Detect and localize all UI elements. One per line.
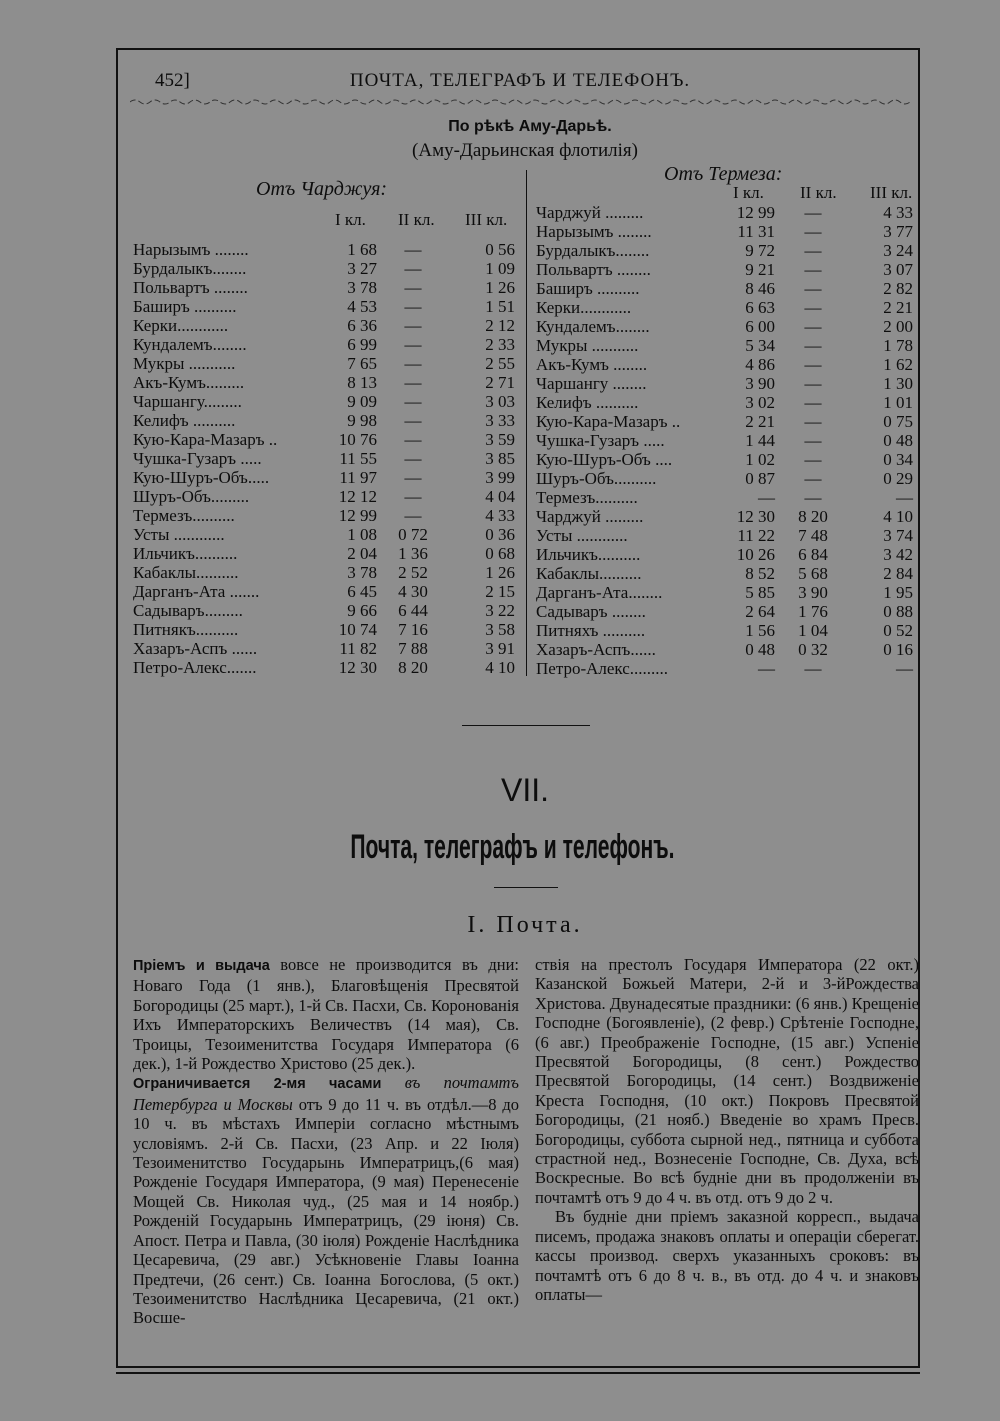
fare-class-3: 0 75 (883, 412, 913, 431)
fare-class-3: 1 95 (883, 583, 913, 602)
fare-class-3: 2 21 (883, 298, 913, 317)
fare-row (133, 392, 515, 411)
station-name: Нарызымъ ........ (536, 222, 652, 241)
fare-class-2: 8 20 (798, 507, 828, 526)
fare-class-1: 0 48 (745, 640, 775, 659)
station-name: Кую-Кара-Мазаръ .. (133, 430, 278, 449)
fare-class-1: 9 98 (347, 411, 377, 430)
fare-class-1: 9 21 (745, 260, 775, 279)
fare-class-1: 0 87 (745, 469, 775, 488)
fare-class-1: 1 44 (745, 431, 775, 450)
fare-row (536, 222, 913, 241)
fare-class-2: 7 16 (398, 620, 428, 639)
fare-row (133, 487, 515, 506)
fare-row (536, 621, 913, 640)
station-name: Термезъ.......... (133, 506, 235, 525)
page-number: 452] (155, 70, 190, 91)
fare-class-2: — (404, 259, 422, 278)
station-name: Баширъ .......... (536, 279, 640, 298)
fare-class-2: — (404, 297, 422, 316)
fare-class-3: 1 30 (883, 374, 913, 393)
fare-class-2: — (804, 336, 822, 355)
station-name: Чарджуй ......... (536, 507, 644, 526)
station-name: Мукры ........... (536, 336, 639, 355)
fare-class-1: 1 56 (745, 621, 775, 640)
fare-class-1: — (758, 488, 775, 507)
left-class-1: I кл. (335, 210, 366, 229)
fare-class-1: 10 76 (338, 430, 377, 449)
station-name: Хазаръ-Аспъ...... (536, 640, 656, 659)
fare-class-2: 3 90 (798, 583, 828, 602)
fare-class-1: 7 65 (347, 354, 377, 373)
fare-class-3: 0 88 (883, 602, 913, 621)
fare-row (133, 620, 515, 639)
fare-row (536, 374, 913, 393)
fare-class-2: 0 72 (398, 525, 428, 544)
fare-class-3: 3 42 (883, 545, 913, 564)
fare-class-1: 8 46 (745, 279, 775, 298)
body-left-column (133, 955, 519, 1328)
fare-row (133, 335, 515, 354)
station-name: Акъ-Кумъ......... (133, 373, 245, 392)
fare-class-3: 0 16 (883, 640, 913, 659)
fare-row (536, 545, 913, 564)
fare-class-1: 6 99 (347, 335, 377, 354)
separator-rule (462, 725, 590, 726)
fare-row (133, 468, 515, 487)
page-frame-bottom-rule (116, 1372, 920, 1374)
paragraph-text: отъ 9 до 11 ч. въ отдѣл.—8 до 10 ч. въ мѣстахъ Имперіи согласно мѣстнымъ условіямъ. 2-й Св. Пасхи, (23 Апр. и 22 Іюля) Тезоименитство Государынь Императрицъ,(6 мая) Рожденіе Государя Императора, (9 мая) Перенесеніе Мощей Св. Николая чуд., (25 мая и 14 ноябр.) Рожденій Государынь Императрицъ, (29 іюня) Св. Апост. Петра и Павла, (30 іюля) Рожденіе Наслѣдника Цесаревича, (29 авг.) Усѣкновеніе Главы Іоанна Предтечи, (26 сент.) Св. Іоанна Богослова, (5 окт.) Тезоименитство Наслѣдника Цесаревича, (21 окт.) Восше- (133, 1094, 519, 1328)
station-name: Кабаклы.......... (133, 563, 239, 582)
fare-class-2: — (804, 260, 822, 279)
fare-class-2: 0 32 (798, 640, 828, 659)
fare-class-2: — (804, 412, 822, 431)
fare-class-3: 3 85 (485, 449, 515, 468)
fare-class-2: — (404, 411, 422, 430)
fare-row (133, 373, 515, 392)
fare-class-3: 0 52 (883, 621, 913, 640)
fare-class-2: — (804, 488, 822, 507)
fare-row (133, 278, 515, 297)
station-name: Шуръ-Объ.......... (536, 469, 657, 488)
right-fare-table (536, 203, 913, 678)
station-name: Кую-Шуръ-Объ..... (133, 468, 270, 487)
fare-class-2: — (404, 316, 422, 335)
fare-class-2: 7 88 (398, 639, 428, 658)
station-name: Петро-Алекс......... (536, 659, 669, 678)
fare-class-2: 5 68 (798, 564, 828, 583)
fare-class-3: 2 84 (883, 564, 913, 583)
fare-class-1: 12 99 (736, 203, 775, 222)
fare-row (536, 412, 913, 431)
fare-class-1: 6 45 (347, 582, 377, 601)
station-name: Чушка-Гузаръ ..... (536, 431, 665, 450)
fare-row (536, 241, 913, 260)
right-class-2: II кл. (800, 183, 837, 202)
fare-row (536, 355, 913, 374)
fare-class-3: 1 78 (883, 336, 913, 355)
fare-class-3: 0 34 (883, 450, 913, 469)
fare-class-3: 2 15 (485, 582, 515, 601)
station-name: Термезъ.......... (536, 488, 638, 507)
fare-class-2: 8 20 (398, 658, 428, 677)
fare-class-2: — (404, 449, 422, 468)
fare-class-2: — (804, 469, 822, 488)
fare-row (536, 469, 913, 488)
fare-class-1: 3 78 (347, 563, 377, 582)
fare-class-2: — (804, 317, 822, 336)
station-name: Чарджуй ......... (536, 203, 644, 222)
fare-row (133, 506, 515, 525)
paragraph-lead: Ограничивается 2-мя часами (133, 1076, 382, 1093)
station-name: Усты ............ (536, 526, 628, 545)
column-divider (526, 170, 527, 676)
fare-row (536, 393, 913, 412)
station-name: Польвартъ ........ (133, 278, 248, 297)
paragraph-weekdays: Въ будніе дни пріемъ заказной корресп., выдача писемъ, продажа знаковъ оплаты и операціи сберегат. кассы производ. сверхъ указанныхъ сроковъ: въ почтамтѣ отъ 6 до 8 ч. в., въ отд. до 4 ч. и знаковъ оплаты— (535, 1207, 919, 1304)
paragraph-closures (133, 955, 519, 1073)
station-name: Чушка-Гузаръ ..... (133, 449, 262, 468)
fare-row (536, 488, 913, 507)
fare-class-1: 2 64 (745, 602, 775, 621)
fare-class-2: 2 52 (398, 563, 428, 582)
fare-row (133, 544, 515, 563)
subsection-title: I. Почта. (467, 912, 583, 938)
fare-class-1: 3 02 (745, 393, 775, 412)
fare-row (133, 601, 515, 620)
fare-class-1: 3 90 (745, 374, 775, 393)
fare-class-1: 12 99 (338, 506, 377, 525)
fare-class-3: 3 59 (485, 430, 515, 449)
fare-class-1: 6 36 (347, 316, 377, 335)
fare-class-2: — (404, 392, 422, 411)
fare-row (536, 583, 913, 602)
fare-class-2: — (404, 278, 422, 297)
fare-row (536, 564, 913, 583)
left-class-3: III кл. (465, 210, 508, 229)
fare-class-2: 4 30 (398, 582, 428, 601)
station-name: Кундалемъ........ (133, 335, 247, 354)
fare-class-2: — (404, 240, 422, 259)
fare-class-1: 11 22 (737, 526, 775, 545)
fare-class-1: 1 02 (745, 450, 775, 469)
fare-row (133, 354, 515, 373)
fare-class-3: 4 10 (485, 658, 515, 677)
station-name: Нарызымъ ........ (133, 240, 249, 259)
paragraph-limited-hours (133, 1073, 519, 1327)
fare-class-1: 8 52 (745, 564, 775, 583)
fare-class-3: 3 33 (485, 411, 515, 430)
fare-row (536, 526, 913, 545)
fare-class-3: 1 51 (485, 297, 515, 316)
fare-class-2: — (404, 373, 422, 392)
running-title: ПОЧТА, ТЕЛЕГРАФЪ И ТЕЛЕФОНЪ. (349, 70, 691, 91)
station-name: Хазаръ-Аспъ ...... (133, 639, 258, 658)
station-name: Польвартъ ........ (536, 260, 651, 279)
fare-row (133, 449, 515, 468)
fare-class-1: 4 86 (745, 355, 775, 374)
fare-row (133, 316, 515, 335)
fare-class-1: 3 78 (347, 278, 377, 297)
fare-class-3: 1 62 (883, 355, 913, 374)
fare-class-2: 7 48 (798, 526, 828, 545)
fare-class-2: — (804, 355, 822, 374)
fare-class-3: 3 03 (485, 392, 515, 411)
station-name: Дарганъ-Ата........ (536, 583, 663, 602)
station-name: Чаршангу......... (133, 392, 242, 411)
fare-class-1: 6 00 (745, 317, 775, 336)
fare-class-2: — (804, 298, 822, 317)
fare-class-1: 1 68 (347, 240, 377, 259)
station-name: Кундалемъ........ (536, 317, 650, 336)
right-table-heading: Отъ Термеза: (664, 163, 783, 185)
fare-row (133, 525, 515, 544)
fare-class-3: 3 24 (883, 241, 913, 260)
station-name: Кую-Шуръ-Объ .... (536, 450, 673, 469)
paragraph-italic: въ почтамтъ Петербурга и Москвы (133, 1073, 519, 1114)
station-name: Кую-Кара-Мазаръ .. (536, 412, 681, 431)
station-name: Шуръ-Объ......... (133, 487, 250, 506)
station-name: Питняхъ .......... (536, 621, 646, 640)
fare-class-3: 2 71 (485, 373, 515, 392)
fare-class-1: 9 72 (745, 241, 775, 260)
station-name: Келифъ .......... (536, 393, 639, 412)
right-class-1: I кл. (733, 183, 764, 202)
station-name: Кабаклы.......... (536, 564, 642, 583)
fare-row (133, 563, 515, 582)
paragraph-text: вовсе не производится въ дни: Новаго Года (1 янв.), Благовѣщенія Пресвятой Богородицы (25 март.), 1-й Св. Пасхи, Св. Коронованія Ихъ Императорскихъ Величествъ (14 мая), Св. Троицы, Тезоименитства Государя Императора (6 дек.), 1-й Рождество Христово (25 дек.). (133, 955, 520, 1074)
fare-class-1: 1 08 (347, 525, 377, 544)
fare-class-3: 4 10 (883, 507, 913, 526)
fare-class-3: 3 99 (485, 468, 515, 487)
fare-row (536, 336, 913, 355)
fare-class-1: — (758, 659, 775, 678)
fare-row (133, 259, 515, 278)
fare-row (536, 317, 913, 336)
decorative-wavy-rule (130, 98, 910, 106)
fare-class-2: 1 36 (398, 544, 428, 563)
fare-row (133, 582, 515, 601)
fare-row (133, 411, 515, 430)
fare-row (536, 659, 913, 678)
fare-class-1: 9 66 (347, 601, 377, 620)
fare-class-3: 1 26 (485, 563, 515, 582)
fare-class-1: 5 85 (745, 583, 775, 602)
station-name: Келифъ .......... (133, 411, 236, 430)
station-name: Бурдалыкъ........ (536, 241, 650, 260)
fare-row (536, 203, 913, 222)
station-name: Садываръ ........ (536, 602, 646, 621)
fare-class-3: 0 56 (485, 240, 515, 259)
fare-class-1: 12 30 (338, 658, 377, 677)
chapter-title: Почта, телеграфъ и телефонъ. (350, 828, 675, 866)
fare-class-2: — (804, 450, 822, 469)
fare-row (133, 297, 515, 316)
fare-class-2: — (804, 241, 822, 260)
fare-class-3: 0 29 (883, 469, 913, 488)
fare-class-2: — (404, 506, 422, 525)
fare-row (133, 430, 515, 449)
fare-class-2: 1 04 (798, 621, 828, 640)
fare-class-3: 1 09 (485, 259, 515, 278)
fare-class-2: — (804, 279, 822, 298)
fare-class-1: 4 53 (347, 297, 377, 316)
fare-row (133, 658, 515, 677)
fare-class-3: 4 33 (485, 506, 515, 525)
body-right-column (535, 955, 919, 1304)
station-name: Чаршангу ........ (536, 374, 647, 393)
station-name: Баширъ .......... (133, 297, 237, 316)
fare-row (536, 640, 913, 659)
station-name: Петро-Алекс....... (133, 658, 257, 677)
fare-class-2: 6 84 (798, 545, 828, 564)
fare-class-2: — (804, 431, 822, 450)
fare-class-2: — (404, 468, 422, 487)
left-class-2: II кл. (398, 210, 435, 229)
fare-class-1: 5 34 (745, 336, 775, 355)
fare-row (536, 431, 913, 450)
station-name: Садываръ......... (133, 601, 243, 620)
fare-class-3: 2 33 (485, 335, 515, 354)
fare-class-3: 4 33 (883, 203, 913, 222)
fare-row (133, 639, 515, 658)
fare-class-3: 0 36 (485, 525, 515, 544)
fare-class-1: 2 21 (745, 412, 775, 431)
section-title: По рѣкѣ Аму-Дарьѣ. (448, 118, 612, 135)
fare-row (536, 260, 913, 279)
paragraph-lead: Пріемъ и выдача (133, 958, 270, 974)
paragraph-holidays: ствія на престолъ Государя Императора (22 окт.) Казанской Божьей Матери, 2-й и 3-йРождества Христова. Двунадесятые праздники: (6 янв.) Крещеніе Господне (Богоявленіе), (2 февр.) Срѣтеніе Господне, (6 авг.) Преображеніе Господне, (15 авг.) Успеніе Пресвятой Богородицы, (8 сент.) Рождество Пресвятой Богородицы, (14 сент.) Воздвиженіе Креста Господня, (10 окт.) Покровъ Пресвятой Богородицы, (21 нояб.) Введеніе во храмъ Пресв. Богородицы, суббота сырной нед., пятница и суббота страстной нед., Вознесеніе Господне, Св. Духа, всѣ Воскресные. Во всѣ будніе дни въ продолженіи въ почтамтѣ отъ 9 до 4 ч. въ отд. отъ 9 до 2 ч. (535, 955, 919, 1207)
fare-class-2: — (404, 335, 422, 354)
station-name: Керки............ (133, 316, 229, 335)
fare-class-1: 10 26 (736, 545, 775, 564)
fare-class-3: 0 48 (883, 431, 913, 450)
fare-class-1: 6 63 (745, 298, 775, 317)
fare-class-3: 3 07 (883, 260, 913, 279)
fare-class-1: 9 09 (347, 392, 377, 411)
fare-class-1: 12 30 (736, 507, 775, 526)
fare-class-3: — (896, 488, 913, 507)
fare-class-3: 2 12 (485, 316, 515, 335)
fare-class-3: 0 68 (485, 544, 515, 563)
fare-class-2: — (804, 374, 822, 393)
station-name: Ильчикъ.......... (536, 545, 641, 564)
left-table-heading: Отъ Чарджуя: (256, 178, 388, 200)
fare-class-1: 11 55 (339, 449, 377, 468)
fare-class-1: 11 82 (339, 639, 377, 658)
station-name: Дарганъ-Ата ....... (133, 582, 260, 601)
fare-class-1: 11 31 (737, 222, 775, 241)
fare-class-2: — (804, 203, 822, 222)
station-name: Керки............ (536, 298, 632, 317)
fare-row (536, 279, 913, 298)
fare-class-2: 6 44 (398, 601, 428, 620)
left-fare-table (133, 240, 515, 677)
chapter-number: VII. (500, 772, 549, 808)
fare-row (536, 298, 913, 317)
section-subtitle: (Аму-Дарьинская флотилія) (412, 140, 638, 161)
fare-row (133, 240, 515, 259)
fare-class-3: — (896, 659, 913, 678)
fare-class-2: — (404, 354, 422, 373)
fare-class-3: 3 58 (485, 620, 515, 639)
fare-class-3: 4 04 (485, 487, 515, 506)
fare-class-1: 10 74 (338, 620, 377, 639)
fare-class-1: 2 04 (347, 544, 377, 563)
fare-class-3: 3 22 (485, 601, 515, 620)
chapter-title-rule (494, 887, 558, 888)
fare-class-1: 12 12 (338, 487, 377, 506)
station-name: Акъ-Кумъ ........ (536, 355, 648, 374)
fare-class-1: 3 27 (347, 259, 377, 278)
fare-class-2: — (804, 222, 822, 241)
station-name: Питнякъ.......... (133, 620, 239, 639)
fare-class-3: 3 77 (883, 222, 913, 241)
fare-class-1: 8 13 (347, 373, 377, 392)
fare-class-2: — (404, 430, 422, 449)
fare-row (536, 450, 913, 469)
fare-class-3: 1 26 (485, 278, 515, 297)
fare-class-3: 3 91 (485, 639, 515, 658)
station-name: Ильчикъ.......... (133, 544, 238, 563)
fare-class-3: 2 55 (485, 354, 515, 373)
right-class-3: III кл. (870, 183, 913, 202)
fare-class-2: — (404, 487, 422, 506)
fare-class-2: 1 76 (798, 602, 828, 621)
fare-class-2: — (804, 393, 822, 412)
station-name: Усты ............ (133, 525, 225, 544)
fare-class-2: — (804, 659, 822, 678)
fare-class-3: 2 82 (883, 279, 913, 298)
fare-class-3: 2 00 (883, 317, 913, 336)
fare-class-3: 1 01 (883, 393, 913, 412)
fare-row (536, 602, 913, 621)
fare-row (536, 507, 913, 526)
station-name: Мукры ........... (133, 354, 236, 373)
fare-class-1: 11 97 (339, 468, 377, 487)
fare-class-3: 3 74 (883, 526, 913, 545)
station-name: Бурдалыкъ........ (133, 259, 247, 278)
